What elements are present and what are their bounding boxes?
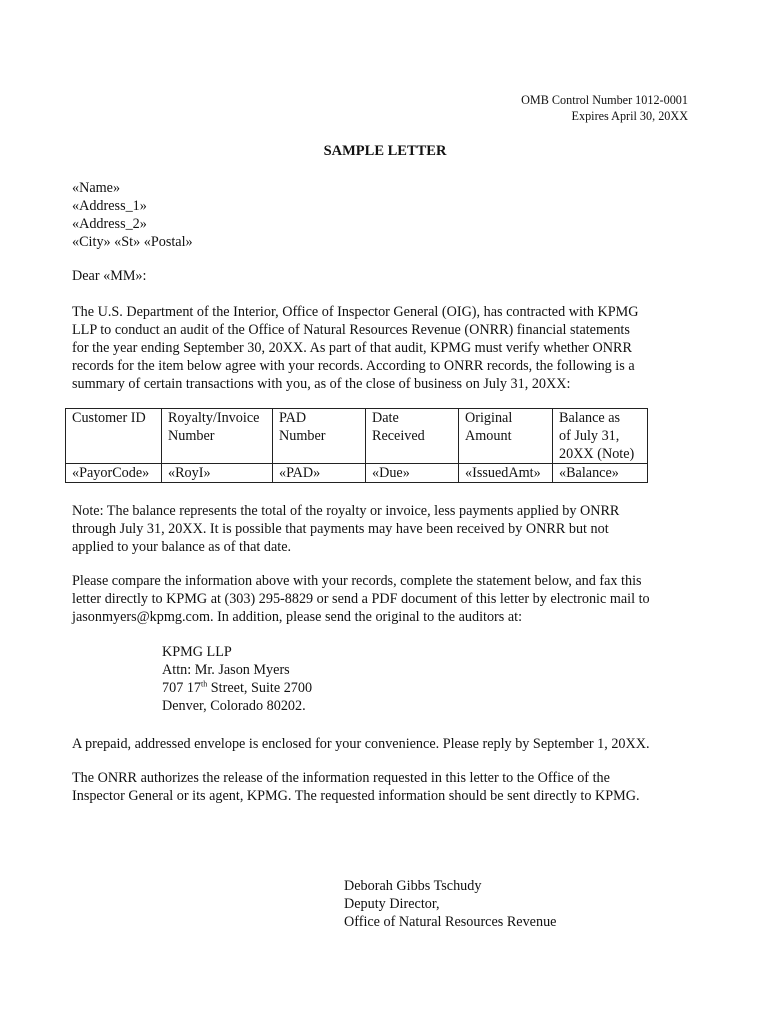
cell-pad: «PAD» <box>273 464 366 483</box>
cell-payor-code: «PayorCode» <box>66 464 162 483</box>
cell-balance: «Balance» <box>553 464 648 483</box>
header-original-amount <box>459 409 553 464</box>
address-line: «City» «St» «Postal» <box>72 234 193 250</box>
authorize-paragraph <box>72 769 712 805</box>
header-text: 20XX (Note) <box>559 446 635 462</box>
header-text: Original <box>465 410 513 426</box>
address-line: «Address_1» <box>72 198 147 214</box>
authorize-line: Inspector General or its agent, KPMG. The requested information should be sent directly to KPMG. <box>72 788 640 804</box>
salutation: Dear «MM»: <box>72 268 147 284</box>
omb-header <box>521 93 688 124</box>
header-text: Received <box>372 428 425 444</box>
note-paragraph <box>72 502 712 556</box>
header-text: Balance as <box>559 410 621 426</box>
cell-due: «Due» <box>366 464 459 483</box>
cell-royalty: «RoyI» <box>162 464 273 483</box>
address-line: «Name» <box>72 180 121 196</box>
kpmg-attn: Attn: Mr. Jason Myers <box>162 662 290 678</box>
letter-title: SAMPLE LETTER <box>323 143 447 159</box>
omb-expiration: Expires April 30, 20XX <box>571 108 688 123</box>
street-number: 707 17 <box>162 680 202 696</box>
kpmg-name: KPMG LLP <box>162 644 232 660</box>
table-row <box>66 464 648 483</box>
header-text: PAD <box>279 410 307 426</box>
intro-paragraph <box>72 303 712 393</box>
omb-control-number: OMB Control Number 1012-0001 <box>521 93 688 107</box>
header-text: Number <box>279 428 326 444</box>
header-customer-id <box>66 409 162 464</box>
header-date-received <box>366 409 459 464</box>
compare-line: letter directly to KPMG at (303) 295-8829 or send a PDF document of this letter by electronic mail to <box>72 591 650 607</box>
street-ordinal: th <box>201 679 208 689</box>
note-line: applied to your balance as of that date. <box>72 539 292 555</box>
compare-paragraph <box>72 572 712 626</box>
table-header-row <box>66 409 648 464</box>
cell-issued-amount: «IssuedAmt» <box>459 464 553 483</box>
signer-name: Deborah Gibbs Tschudy <box>344 878 482 894</box>
compare-line: jasonmyers@kpmg.com. In addition, please send the original to the auditors at: <box>72 609 523 625</box>
header-text: Date <box>372 410 399 426</box>
header-pad-number <box>273 409 366 464</box>
authorize-line: The ONRR authorizes the release of the information requested in this letter to the Office of the <box>72 770 610 786</box>
header-balance <box>553 409 648 464</box>
note-line: Note: The balance represents the total of the royalty or invoice, less payments applied by ONRR <box>72 503 620 519</box>
compare-line: Please compare the information above with your records, complete the statement below, and fax this <box>72 573 642 589</box>
signer-title: Deputy Director, <box>344 896 440 912</box>
street-name: Street, Suite 2700 <box>207 680 313 696</box>
intro-line: LLP to conduct an audit of the Office of Natural Resources Revenue (ONRR) financial statements <box>72 322 630 338</box>
kpmg-address <box>162 643 312 715</box>
address-line: «Address_2» <box>72 216 147 232</box>
intro-line: summary of certain transactions with you, as of the close of business on July 31, 20XX: <box>72 376 571 392</box>
header-royalty-invoice <box>162 409 273 464</box>
envelope-paragraph <box>72 735 712 753</box>
intro-line: records for the item below agree with your records. According to ONRR records, the following is a <box>72 358 635 374</box>
intro-line: The U.S. Department of the Interior, Office of Inspector General (OIG), has contracted with KPMG <box>72 304 639 320</box>
note-line: through July 31, 20XX. It is possible that payments may have been received by ONRR but not <box>72 521 609 537</box>
signature-block <box>344 877 556 931</box>
header-text: Customer ID <box>72 410 146 426</box>
kpmg-city: Denver, Colorado 80202. <box>162 698 306 714</box>
header-text: of July 31, <box>559 428 620 444</box>
intro-line: for the year ending September 30, 20XX. As part of that audit, KPMG must verify whether ONRR <box>72 340 632 356</box>
header-text: Royalty/Invoice <box>168 410 260 426</box>
header-text: Number <box>168 428 215 444</box>
kpmg-street <box>162 679 312 697</box>
transaction-table <box>65 408 648 483</box>
signer-office: Office of Natural Resources Revenue <box>344 914 557 930</box>
recipient-address <box>72 179 193 251</box>
envelope-line: A prepaid, addressed envelope is enclosed for your convenience. Please reply by September 1, 20XX. <box>72 736 650 752</box>
header-text: Amount <box>465 428 512 444</box>
